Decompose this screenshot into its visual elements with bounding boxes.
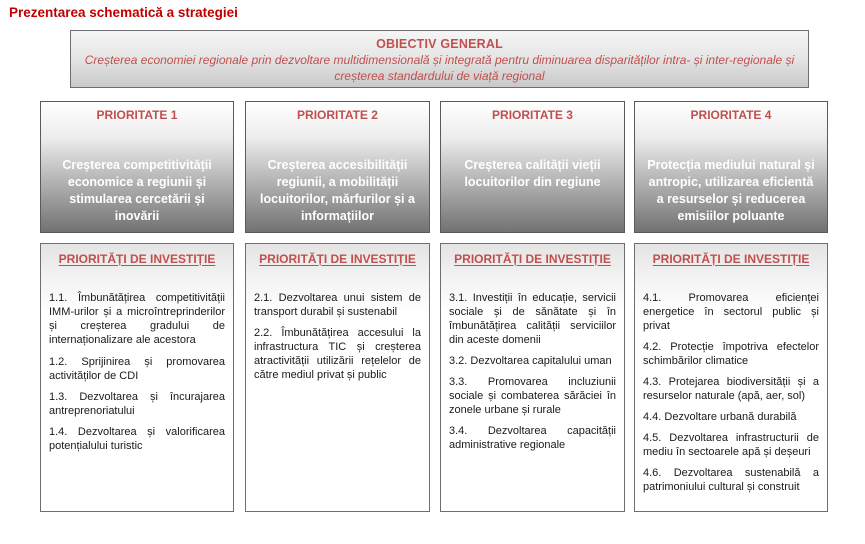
priority-box-4: [634, 101, 828, 233]
priority-text: Creșterea competitivității economice a regiunii și stimularea cercetării și inovării: [62, 158, 212, 223]
investment-item: 1.2. Sprijinirea și promovarea activităților de CDI: [49, 356, 225, 382]
priority-box-3: [440, 101, 625, 233]
investment-priorities-title: PRIORITĂȚI DE INVESTIȚIE: [259, 252, 416, 266]
investment-item: 4.5. Dezvoltarea infrastructurii de mediu în sectoarele apă și deșeuri: [643, 432, 819, 458]
general-objective-title: OBIECTIV GENERAL: [376, 37, 503, 51]
investment-item: 3.4. Dezvoltarea capacității administrative regionale: [449, 425, 616, 451]
investment-item: 4.3. Protejarea biodiversității și a resurselor naturale (apă, aer, sol): [643, 376, 819, 402]
priority-text: Creșterea accesibilității regiunii, a mobilității locuitorilor, mărfurilor și a informațiilor: [260, 158, 415, 223]
investment-list: [254, 291, 421, 389]
priority-title: PRIORITATE 3: [492, 108, 573, 122]
general-objective-text: Creșterea economiei regionale prin dezvoltare multidimensională și integrată pentru diminuarea disparităților intra- și inter-regionale și creșterea standardului de viață regional: [84, 53, 795, 83]
priority-text: Creșterea calității vieții locuitorilor din regiune: [464, 158, 601, 189]
investment-priorities-box-1: [40, 243, 234, 512]
investment-priorities-title: PRIORITĂȚI DE INVESTIȚIE: [454, 252, 611, 266]
investment-item: 1.1. Îmbunătățirea competitivității IMM-urilor și a microîntreprinderilor și creșterea gradului de internaționalizare ale acestora: [49, 292, 225, 346]
investment-priorities-box-4: [634, 243, 828, 512]
priority-title: PRIORITATE 2: [297, 108, 378, 122]
priority-box-2: [245, 101, 430, 233]
investment-item: 3.1. Investiții în educație, servicii sociale și de sănătate și în îmbunătățirea calității serviciilor din aceste domenii: [449, 292, 616, 346]
investment-priorities-title: PRIORITĂȚI DE INVESTIȚIE: [58, 252, 216, 266]
priority-text: Protecția mediului natural și antropic, utilizarea eficientă a resurselor și reducerea emisiilor poluante: [647, 158, 815, 223]
priority-title: PRIORITATE 1: [96, 108, 178, 122]
general-objective-box: [70, 30, 809, 88]
investment-priorities-box-3: [440, 243, 625, 512]
investment-item: 4.4. Dezvoltare urbană durabilă: [643, 411, 797, 423]
investment-priorities-box-2: [245, 243, 430, 512]
investment-item: 3.3. Promovarea incluziunii sociale și combaterea sărăciei în zonele urbane și rurale: [449, 376, 616, 416]
investment-priorities-title: PRIORITĂȚI DE INVESTIȚIE: [652, 252, 810, 266]
investment-item: 1.4. Dezvoltarea și valorificarea potențialului turistic: [49, 426, 225, 452]
investment-item: 1.3. Dezvoltarea și încurajarea antreprenoriatului: [49, 391, 225, 417]
page-title: Prezentarea schematică a strategiei: [9, 5, 238, 20]
investment-list: [643, 291, 819, 501]
priority-box-1: [40, 101, 234, 233]
investment-list: [449, 291, 616, 459]
investment-item: 4.2. Protecție împotriva efectelor schimbărilor climatice: [643, 341, 819, 367]
investment-list: [49, 291, 225, 460]
investment-item: 3.2. Dezvoltarea capitalului uman: [449, 355, 612, 367]
priority-title: PRIORITATE 4: [690, 108, 772, 122]
investment-item: 4.1. Promovarea eficienței energetice în sectorul public și privat: [643, 292, 819, 332]
investment-item: 2.1. Dezvoltarea unui sistem de transport durabil și sustenabil: [254, 292, 421, 318]
investment-item: 4.6. Dezvoltarea sustenabilă a patrimoniului cultural și construit: [643, 467, 819, 493]
investment-item: 2.2. Îmbunătățirea accesului la infrastructura TIC și creșterea atractivității utilizării rețelelor de către mediul privat și public: [254, 327, 421, 381]
